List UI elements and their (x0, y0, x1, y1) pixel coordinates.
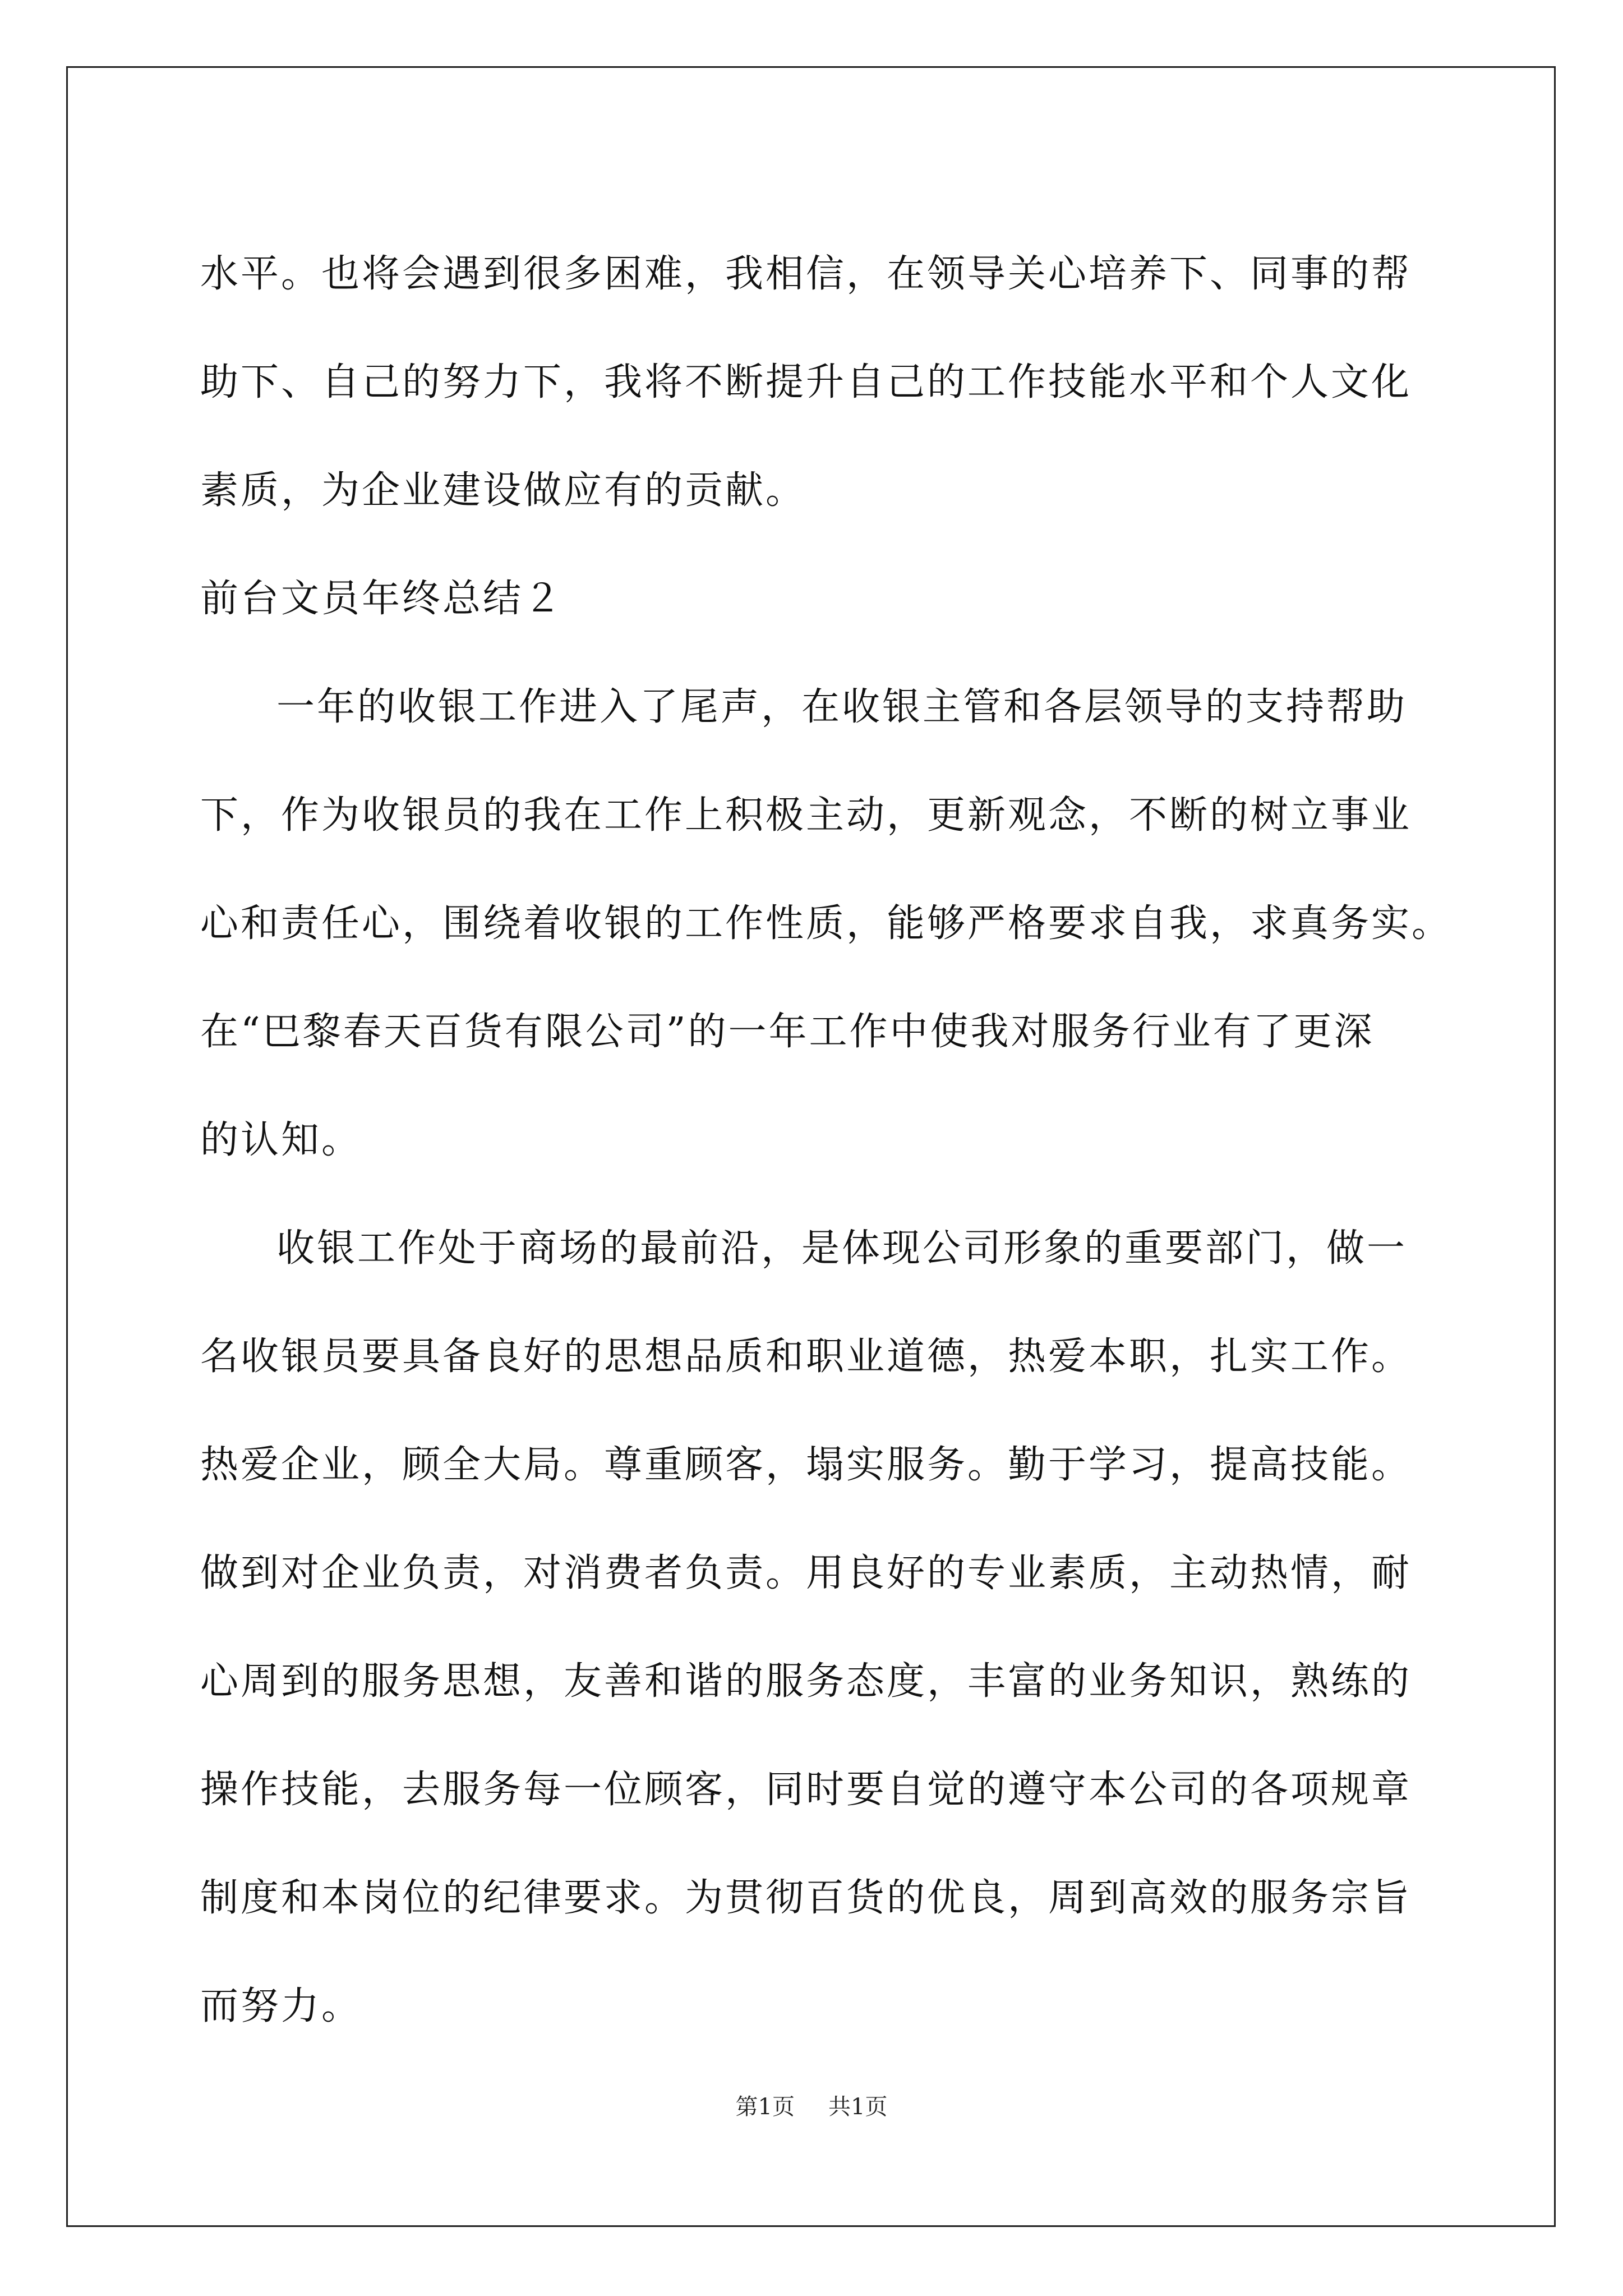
heading-text: 前台文员年终总结２ (200, 577, 564, 621)
text-line: 下，作为收银员的我在工作上积极主动，更新观念，不断的树立事业 (200, 793, 1412, 838)
text-line: 在“巴黎春天百货有限公司”的一年工作中使我对服务行业有了更深 (200, 1010, 1375, 1054)
text-line: 的认知。 (200, 1118, 362, 1162)
text-line: 名收银员要具备良好的思想品质和职业道德，热爱本职，扎实工作。 (200, 1335, 1412, 1379)
text-line: 做到对企业负责，对消费者负责。用良好的专业素质，主动热情，耐 (200, 1551, 1412, 1595)
text-line: 水平。也将会遇到很多困难，我相信，在领导关心培养下、同事的帮 (200, 252, 1412, 296)
text-line: 制度和本岗位的纪律要求。为贯彻百货的优良，周到高效的服务宗旨 (200, 1876, 1412, 1920)
document-body (200, 220, 1453, 2060)
page-total: 共1页 (828, 2094, 888, 2120)
text-line: 收银工作处于商场的最前沿，是体现公司形象的重要部门，做一 (276, 1226, 1408, 1271)
page-footer (0, 2091, 1623, 2123)
paragraph-continuation (200, 220, 1434, 545)
page-number: 第1页 (735, 2094, 795, 2120)
paragraph (200, 653, 1453, 1194)
text-line: 一年的收银工作进入了尾声，在收银主管和各层领导的支持帮助 (276, 685, 1408, 729)
section-heading (200, 545, 1434, 653)
text-line: 热爱企业，顾全大局。尊重顾客，塌实服务。勤于学习，提高技能。 (200, 1443, 1412, 1487)
text-line: 心和责任心，围绕着收银的工作性质，能够严格要求自我，求真务实。 (200, 901, 1453, 946)
paragraph (200, 1194, 1434, 2060)
text-line: 操作技能，去服务每一位顾客，同时要自觉的遵守本公司的各项规章 (200, 1768, 1412, 1812)
text-line: 素质，为企业建设做应有的贡献。 (200, 468, 806, 513)
text-line: 助下、自己的努力下，我将不断提升自己的工作技能水平和个人文化 (200, 360, 1412, 404)
text-line: 而努力。 (200, 1984, 362, 2028)
text-line: 心周到的服务思想，友善和谐的服务态度，丰富的业务知识，熟练的 (200, 1659, 1412, 1704)
